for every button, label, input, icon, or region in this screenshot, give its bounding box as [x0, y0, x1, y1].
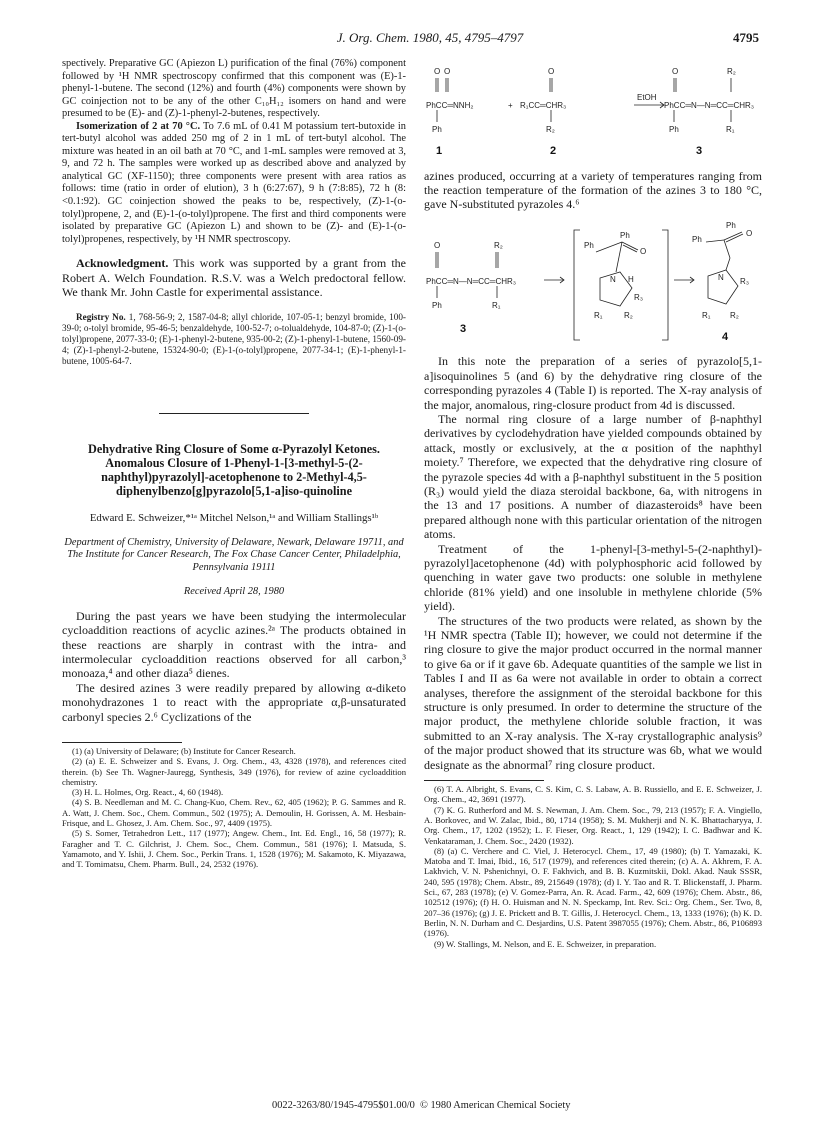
affiliation: Department of Chemistry, University of Delaware, Newark, Delaware 19711, and The Institute for Cancer Research, The Fox Chase Cancer Center, Philadelphia, Pennsylvania 19111 [64, 536, 404, 573]
left-column [62, 58, 406, 870]
received-date: Received April 28, 1980 [183, 586, 285, 598]
page-header [0, 24, 817, 44]
phenyl-label: Ph [432, 125, 442, 134]
compound-label-4: 4 [722, 330, 729, 343]
r1-label: R₁ [492, 300, 501, 310]
journal-citation: J. Org. Chem. 1980, 45, 4795–4797 [336, 30, 524, 45]
body-paragraph-4: The structures of the two products were related, as shown by the ¹H NMR spectra (Table II); however, we could not determine if the ring closure to give the major product occurred in the normal manner to give 6a or if it gave 6b. Adequate quantities of the sample we list in Tables I and II as 6a were not available in order to obtain a correct analyses, therefore the assignment of the steroidal backbone for this structure is only presumed. In order to determine the structure of the major product, the methylene chloride soluble fraction, it was submitted to an X-ray analysis. The X-ray crystallographic analysis⁹ of the major product showed that its structure was 6b, what we would designate as the abnormal⁷ ring closure product. [424, 613, 762, 772]
footnote-divider [62, 742, 182, 743]
product-3-formula: PhCC═N—N═CC═CHR₃ [664, 101, 755, 110]
oxygen-label: O [444, 67, 451, 76]
nitrogen-label: N [718, 272, 724, 282]
isomerization-text: To 7.6 mL of 0.41 M potassium tert-butoxide in tert-butyl alcohol was added 250 mg of 2 in 1 mL of tert-butyl alcohol. The mixture was heated in an oil bath at 70 °C, and 1-mL samples were removed at 3, 9, and 72 h. The samples were worked up as described above and analyzed by analytical GC (XF-1150); three components were present with area ratios as follows: time (ratio in order of elution), 3 h (6:27:67), 9 h (7:8:85), 72 h (8:<0.1:92). GC coinjection showed the peaks to be, respectively, (Z)-1-(o-tolyl)propene, 2, and (E)-1-(o-tolyl)propene. The first and third components were isolated by preparative GC (Apiezon L) and shown to be (Z)- and (E)-1-(o-tolyl)propenes, respectively, by ¹H NMR spectroscopy. [62, 120, 406, 245]
r1-label: R₁ [726, 125, 735, 134]
footnote: (2) (a) E. E. Schweizer and S. Evans, J. Org. Chem., 43, 4328 (1978), and references cited therein. (b) See Th. Wagner-Jauregg, Synthesis, 349 (1976), for review of azine cycloaddition chemistry. [62, 756, 406, 787]
copyright: © 1980 American Chemical Society [420, 1100, 571, 1111]
body-paragraph-2: The normal ring closure of a large number of β-naphthyl derivatives by cyclodehydration have yielded compounds obtained by attack, mostly or exclusively, at the α position of the naphthyl moiety.⁷ Therefore, we expected that the dehydrative ring closure of the pyrazole species 4d with a β-naphthyl substituent in the 5 position (R₃) would yield the diaza steroidal backbone, 6a, with nitrogens in the 13 and 17 positions. A number of diazasteroids⁸ have been prepared although none with this particular orientation of the nitrogen atoms. [424, 411, 762, 542]
footnote: (3) H. L. Holmes, Org. React., 4, 60 (1948). [72, 787, 224, 798]
intro-paragraph-2: The desired azines 3 were readily prepared by allowing α-diketo monohydrazones 1 to react with the appropriate α,β-unsaturated carbonyl species 2.⁶ Cyclizations of the [62, 680, 406, 724]
r1-label: R₁ [702, 310, 711, 320]
registry-heading: Registry No. [76, 311, 126, 322]
compound-label-2: 2 [550, 145, 557, 157]
footnote: (6) T. A. Albright, S. Evans, C. S. Kim, C. S. Labaw, A. B. Russiello, and E. E. Schweizer, J. Org. Chem., 42, 3691 (1977). [424, 784, 762, 805]
reactant-1-formula: PhCC═NNH₂ [426, 101, 474, 110]
footnote: (4) S. B. Needleman and M. C. Chang-Kuo, Chem. Rev., 62, 405 (1962); P. G. Sammes and R. A. Watt, J. Chem. Soc., Chem. Commun., 502 (1975); A. Demoulin, H. Gorissen, A. M. Hesbain-Frisque, and L. Ghosez, J. Am. Chem. Soc., 97, 4409 (1975). [62, 797, 406, 829]
oxygen-label: O [434, 240, 441, 250]
phenyl-label: Ph [620, 230, 630, 240]
authors: Edward E. Schweizer,*¹ᵃ Mitchel Nelson,¹ᵃ and William Stallings¹ᵇ [89, 511, 379, 524]
right-column [424, 58, 762, 949]
continued-paragraph: spectively. Preparative GC (Apiezon L) purification of the final (76%) component followed by ¹H NMR spectroscopy confirmed that this component was (E)-1-phenyl-1-butene. The second (12%) and fourth (4%) components were shown by GC coinjection not to be any of the other C₁₀H₁₂ isomers on hand and were presumed to be (E)- and (Z)-1-phenyl-2-butenes, respectively. [62, 58, 406, 120]
reagent-label: EtOH [637, 93, 657, 102]
oxygen-label: O [746, 228, 753, 238]
r2-label: R₂ [494, 240, 503, 250]
phenyl-label: Ph [432, 300, 442, 310]
intro-paragraph-1: During the past years we have been studying the intermolecular cycloaddition reactions of acyclic azines.²ᵃ The products obtained in these reactions are sharply in contrast with the intra- and intermolecular cycloaddition reactions observed for all carbon,³ monoaza,⁴ and other diaza⁵ dienes. [62, 608, 406, 681]
paragraph-after-scheme-1: azines produced, occurring at a variety of temperatures ranging from the reaction temperature of the formation of the azines 3 to 180 °C, gave N-substituted pyrazoles 4.⁶ [424, 168, 762, 212]
plus-sign: + [508, 101, 513, 110]
body-paragraph-1: In this note the preparation of a series of pyrazolo[5,1-a]isoquinolines 5 (and 6) by the dehydrative ring closure of the corresponding pyrazoles 4 (Table I) is reported. The X-ray analysis of the major, anomalous, ring-closure product from 4d is discussed. [424, 354, 762, 412]
footnote-divider [424, 780, 544, 781]
footnote: (5) S. Somer, Tetrahedron Lett., 117 (1977); Angew. Chem., Int. Ed. Engl., 16, 58 (1977); R. Faragher and T. C. Gilchrist, J. Chem. Soc., Chem. Commun., 581 (1976); I. Matsuda, S. Yamamoto, and Y. Ishii, J. Chem. Soc., Perkin Trans. 1, 1528 (1976); M. Sakamoto, K. Miyazawa, and T. Tomimatsu, Chem. Pharm. Bull., 24, 2532 (1976). [62, 828, 406, 870]
acknowledgment-paragraph [62, 256, 406, 300]
reaction-scheme-2 [424, 218, 762, 348]
r3-label: R₃ [634, 292, 644, 302]
reactant-2-formula: R₁CC═CHR₃ [520, 101, 567, 110]
footnote: (7) K. G. Rutherford and M. S. Newman, J. Am. Chem. Soc., 79, 213 (1957); F. A. Vingiello, A. Borkovec, and W. Zalac, Ibid., 80, 1714 (1958); S. M. Mukherji and N. K. Bhattacharyya, J. Org. Chem., 17, 1202 (1952); L. F. Fieser, Org. React., 1, 129 (1942); I. C. Badhwar and K. Venkataraman, J. Chem. Soc., 2420 (1932). [424, 804, 762, 846]
footnote: (9) W. Stallings, M. Nelson, and E. E. Schweizer, in preparation. [434, 938, 657, 949]
r1-label: R₁ [594, 310, 603, 320]
compound-label-3: 3 [696, 145, 703, 157]
acknowledgment-text: This work was supported by a grant from the Robert A. Welch Foundation. R.S.V. was a Welch predoctoral fellow. We thank Mr. John Castle for experimental assistance. [62, 256, 406, 300]
acknowledgment-heading: Acknowledgment. [76, 256, 169, 271]
compound-label-1: 1 [436, 145, 443, 157]
oxygen-label: O [640, 246, 647, 256]
footnote: (8) (a) C. Verchere and C. Viel, J. Heterocycl. Chem., 17, 49 (1980); (b) T. Yamazaki, K. Matoba and T. Imai, Ibid., 16, 517 (1979), and references cited therein; (c) A. A. Akhrem, F. A. Lakhvich, V. N. Pshenichnyi, O. F. Fakhvich, and B. B. Kuzmitskii, Dokl. Akad. Nauk SSSR, 240, 595 (1978); Chem. Abstr., 89, 215649 (1978); (d) I. Y. Tao and R. T. Blickenstaff, J. Pharm. Sci., 67, 283 (1978); (e) V. Gomez-Parra, An. R. Acad. Farm., 42, 609 (1976); Chem. Abstr., 86, 102512 (1976); (f) H. O. Huisman and N. N. Speckamp, Int. Rev. Sci.: Org. Chem., Ser. Two, 8, 207–36 (1976); (g) J. E. Prickett and B. T. Gillis, J. Heterocycl. Chem., 13, 1333 (1976); (h) K. D. Berlin, N. N. Durham and C. Desjardins, U.S. Patent 3987055 (1976); Chem. Abstr., 86, P106893 (1976). [424, 845, 762, 939]
r2-label: R₂ [727, 67, 736, 76]
journal-code: 0022-3263/80/1945-4795$01.00/0 [272, 1100, 415, 1111]
phenyl-label: Ph [726, 220, 736, 230]
registry-text: 1, 768-56-9; 2, 1587-04-8; allyl chloride, 107-05-1; benzyl bromide, 100-39-0; o-tolyl bromide, 95-46-5; benzaldehyde, 100-52-7; o-tolualdehyde, 104-87-0; (Z)-1-(o-tolyl)propene, 2077-33-0; (E)-1-phenyl-2-butene, 935-00-2; (Z)-1-phenyl-1-butene, 1560-09-4; (Z)-1-phenyl-2-butene, 15324-90-0; (E)-1-(o-tolyl)propene, 2077-34-1; (E)-1-phenyl-1-butene, 1005-64-7. [62, 311, 406, 366]
phenyl-label: Ph [584, 240, 594, 250]
compound-label-3: 3 [460, 322, 467, 335]
reaction-scheme-1 [424, 58, 762, 158]
r2-label: R₂ [624, 310, 633, 320]
body-paragraph-3: Treatment of the 1-phenyl-[3-methyl-5-(2-naphthyl)-pyrazolyl]acetophenone (4d) with polyphosphoric acid followed by quenching in water gave two products: one soluble in methylene chloride (81% yield) and one insoluble in methylene chloride (5% yield). [424, 541, 762, 614]
hydrogen-label: H [628, 274, 634, 284]
oxygen-label: O [548, 67, 555, 76]
r2-label: R₂ [546, 125, 555, 134]
nitrogen-label: N [610, 274, 616, 284]
phenyl-label: Ph [692, 234, 702, 244]
registry-paragraph [62, 312, 406, 367]
r2-label: R₂ [730, 310, 739, 320]
article-title: Dehydrative Ring Closure of Some α-Pyrazolyl Ketones. Anomalous Closure of 1-Phenyl-1-[3-methyl-5-(2-naphthyl)pyrazolyl]-acetophenone to 2-Methyl-4,5-diphenylbenzo[g]pyrazolo[5,1-a]iso-quinoline [88, 441, 380, 498]
isomerization-heading: Isomerization of 2 at 70 °C. [76, 120, 201, 132]
footnote: (1) (a) University of Delaware; (b) Institute for Cancer Research. [72, 746, 296, 756]
oxygen-label: O [672, 67, 679, 76]
azine-formula: PhCC═N—N═CC═CHR₃ [426, 276, 517, 286]
section-divider [159, 413, 309, 414]
page-number: 4795 [733, 30, 759, 45]
r3-label: R₃ [740, 276, 750, 286]
phenyl-label: Ph [669, 125, 679, 134]
isomerization-paragraph [62, 121, 406, 246]
oxygen-label: O [434, 67, 441, 76]
